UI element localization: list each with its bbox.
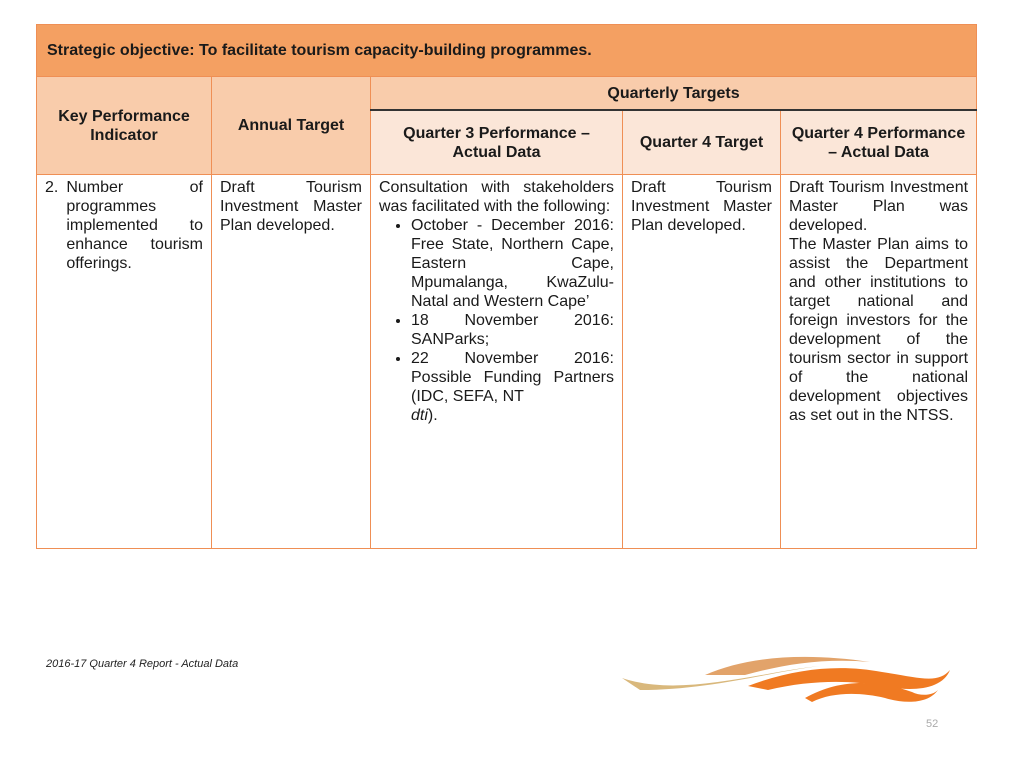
cell-q3-performance [371, 175, 623, 549]
cell-q4-target: Draft Tourism Investment Master Plan developed. [623, 175, 781, 549]
q3-bullet-list [379, 216, 614, 425]
bullet-text: 22 November 2016: Possible Funding Partners (IDC, SEFA, NT [411, 350, 614, 405]
footer-note: 2016-17 Quarter 4 Report - Actual Data [46, 658, 239, 670]
list-item [411, 349, 614, 425]
q4-perf-line2: The Master Plan aims to assist the Department and other institutions to target national and foreign investors for the development of the tourism sector in support of the national development objectives as set out in the NTSS. [789, 236, 969, 424]
header-annual-target: Annual Target [212, 77, 371, 175]
page-number: 52 [926, 718, 939, 730]
list-item: • October - December 2016: Free State, Northern Cape, Eastern Cape, Mpumalanga, KwaZulu-Natal and Western Cape’ [411, 216, 614, 311]
kpi-text: Number of programmes implemented to enhance tourism offerings. [66, 179, 203, 272]
header-q4-performance: Quarter 4 Performance – Actual Data [781, 110, 977, 175]
header-kpi: Key Performance Indicator [37, 77, 212, 175]
header-q3-performance: Quarter 3 Performance – Actual Data [371, 110, 623, 175]
objective-row [37, 25, 977, 77]
swoosh-logo-icon [620, 650, 955, 710]
bullet-italic: dti [411, 407, 428, 424]
cell-annual-target: Draft Tourism Investment Master Plan developed. [212, 175, 371, 549]
header-q4-target: Quarter 4 Target [623, 110, 781, 175]
q4-perf-line1: Draft Tourism Investment Master Plan was developed. [789, 179, 969, 234]
strategic-objective: Strategic objective: To facilitate tourism capacity-building programmes. [37, 25, 977, 77]
header-quarterly-targets: Quarterly Targets [371, 77, 977, 111]
kpi-number: 2. [45, 179, 59, 196]
bullet-end: ). [427, 407, 438, 424]
performance-table [36, 24, 977, 549]
cell-kpi [37, 175, 212, 549]
q3-intro: Consultation with stakeholders was facilitated with the following: [379, 179, 614, 215]
table-row [37, 175, 977, 549]
header-row-1 [37, 77, 977, 111]
list-item: • 18 November 2016: SANParks; [411, 311, 614, 349]
cell-q4-performance [781, 175, 977, 549]
